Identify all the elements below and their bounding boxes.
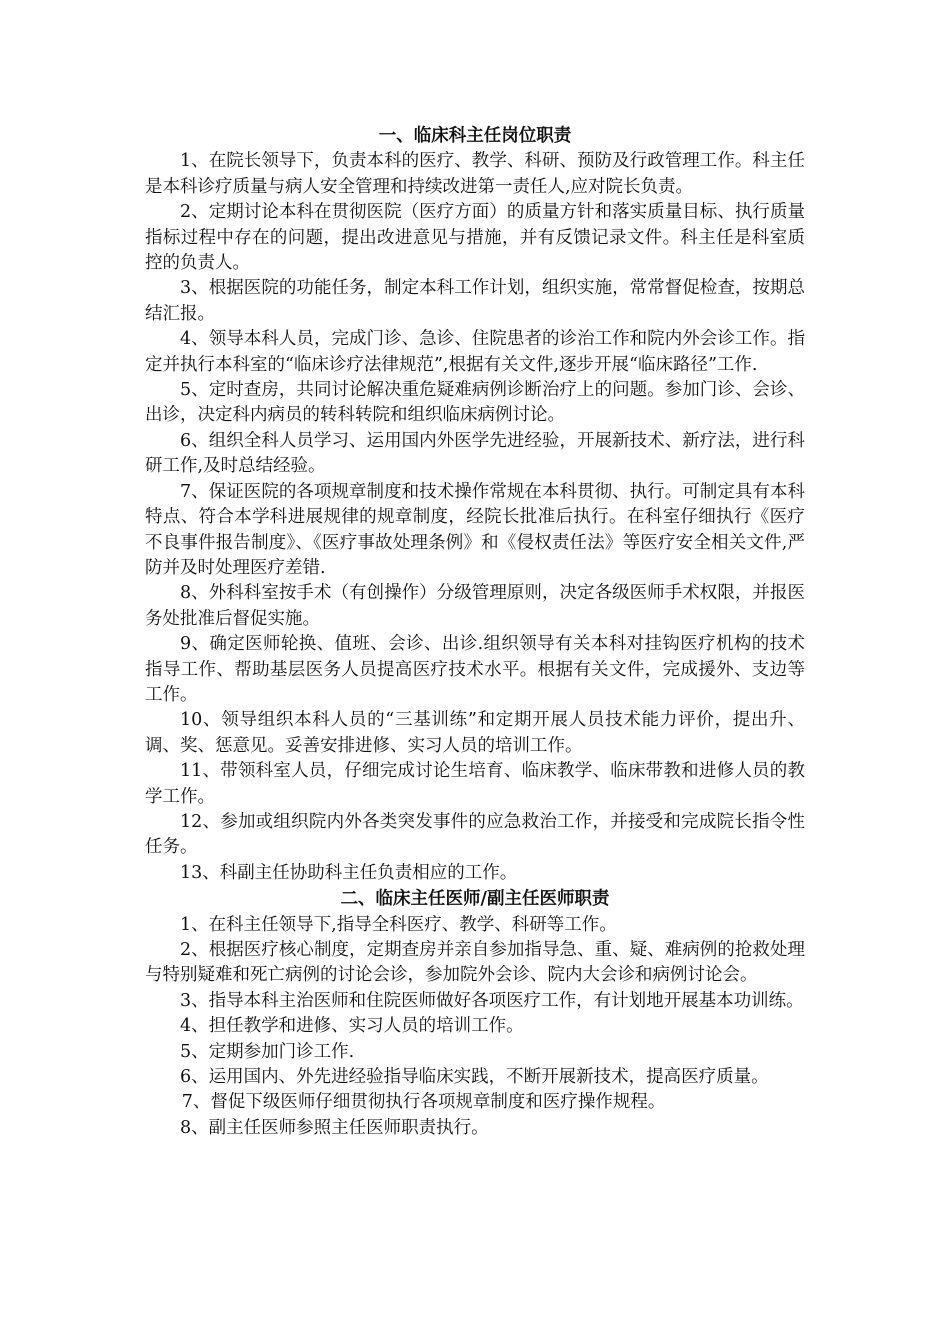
- section-1-item-6: 6、组织全科人员学习、运用国内外医学先进经验，开展新技术、新疗法，进行科研工作,及时总结经验。: [145, 430, 805, 477]
- section-1-item-1: 1、在院长领导下，负责本科的医疗、教学、科研、预防及行政管理工作。科主任是本科诊疗质量与病人安全管理和持续改进第一责任人,应对院长负责。: [145, 151, 805, 197]
- section-1-item-5: 5、定时查房，共同讨论解决重危疑难病例诊断治疗上的问题。参加门诊、会诊、出诊，决定科内病员的转科转院和组织临床病例讨论。: [145, 380, 805, 426]
- section-2-item-5: 5、定期参加门诊工作.: [180, 1041, 355, 1062]
- section-1-title: 一、临床科主任岗位职责: [378, 126, 572, 146]
- section-2-item-2: 2、根据医疗核心制度，定期查房并亲自参加指导急、重、疑、难病例的抢救处理与特别疑难和死亡病例的讨论会诊，参加院外会诊、院内大会诊和病例讨论会。: [145, 940, 805, 986]
- section-2-item-4: 4、担任教学和进修、实习人员的培训工作。: [180, 1016, 524, 1037]
- section-1-item-9: 9、确定医师轮换、值班、会诊、出诊.组织领导有关本科对挂钩医疗机构的技术指导工作、帮助基层医务人员提高医疗技术水平。根据有关文件，完成援外、支边等工作。: [145, 634, 805, 705]
- section-1-item-2: 2、定期讨论本科在贯彻医院（医疗方面）的质量方针和落实质量目标、执行质量指标过程中存在的问题，提出改进意见与措施，并有反馈记录文件。科主任是科室质控的负责人。: [145, 202, 805, 274]
- section-1-item-11: 11、带领科室人员，仔细完成讨论生培育、临床教学、临床带教和进修人员的教学工作。: [145, 761, 805, 807]
- section-2-item-3: 3、指导本科主治医师和住院医师做好各项医疗工作，有计划地开展基本功训练。: [180, 990, 804, 1011]
- section-2-item-8: 8、副主任医师参照主任医师职责执行。: [180, 1117, 489, 1138]
- section-2-item-7: 7、督促下级医师仔细贯彻执行各项规章制度和医疗操作规程。: [181, 1092, 666, 1113]
- section-1-item-7: 7、保证医院的各项规章制度和技术操作常规在本科贯彻、执行。可制定具有本科特点、符合本学科进展规律的规章制度，经院长批准后执行。在科室仔细执行《医疗不良事件报告制度》、《医疗事故处理条例》和《侵权责任法》等医疗安全相关文件,严防并及时处理医疗差错.: [145, 481, 805, 578]
- section-1-item-4: 4、领导本科人员，完成门诊、急诊、住院患者的诊治工作和院内外会诊工作。指定并执行本科室的“临床诊疗法律规范”,根据有关文件,逐步开展“临床路径”工作.: [145, 329, 805, 375]
- section-2-item-1: 1、在科主任领导下,指导全科医疗、教学、科研等工作。: [180, 914, 617, 935]
- section-1-item-10: 10、领导组织本科人员的“三基训练”和定期开展人员技术能力评价，提出升、调、奖、惩意见。妥善安排进修、实习人员的培训工作。: [145, 710, 805, 756]
- section-2-title: 二、临床主任医师/副主任医师职责: [340, 889, 610, 910]
- section-1-item-3: 3、根据医院的功能任务，制定本科工作计划，组织实施，常常督促检查，按期总结汇报。: [145, 278, 805, 324]
- section-1-item-12: 12、参加或组织院内外各类突发事件的应急救治工作，并接受和完成院长指令性任务。: [145, 811, 805, 858]
- document-page: [145, 124, 805, 1141]
- section-1-item-13: 13、科副主任协助科主任负责相应的工作。: [180, 862, 518, 883]
- section-2-item-6: 6、运用国内、外先进经验指导临床实践，不断开展新技术，提高医疗质量。: [180, 1067, 769, 1088]
- section-1-item-8: 8、外科科室按手术（有创操作）分级管理原则，决定各级医师手术权限，并报医务处批准后督促实施。: [145, 583, 805, 629]
